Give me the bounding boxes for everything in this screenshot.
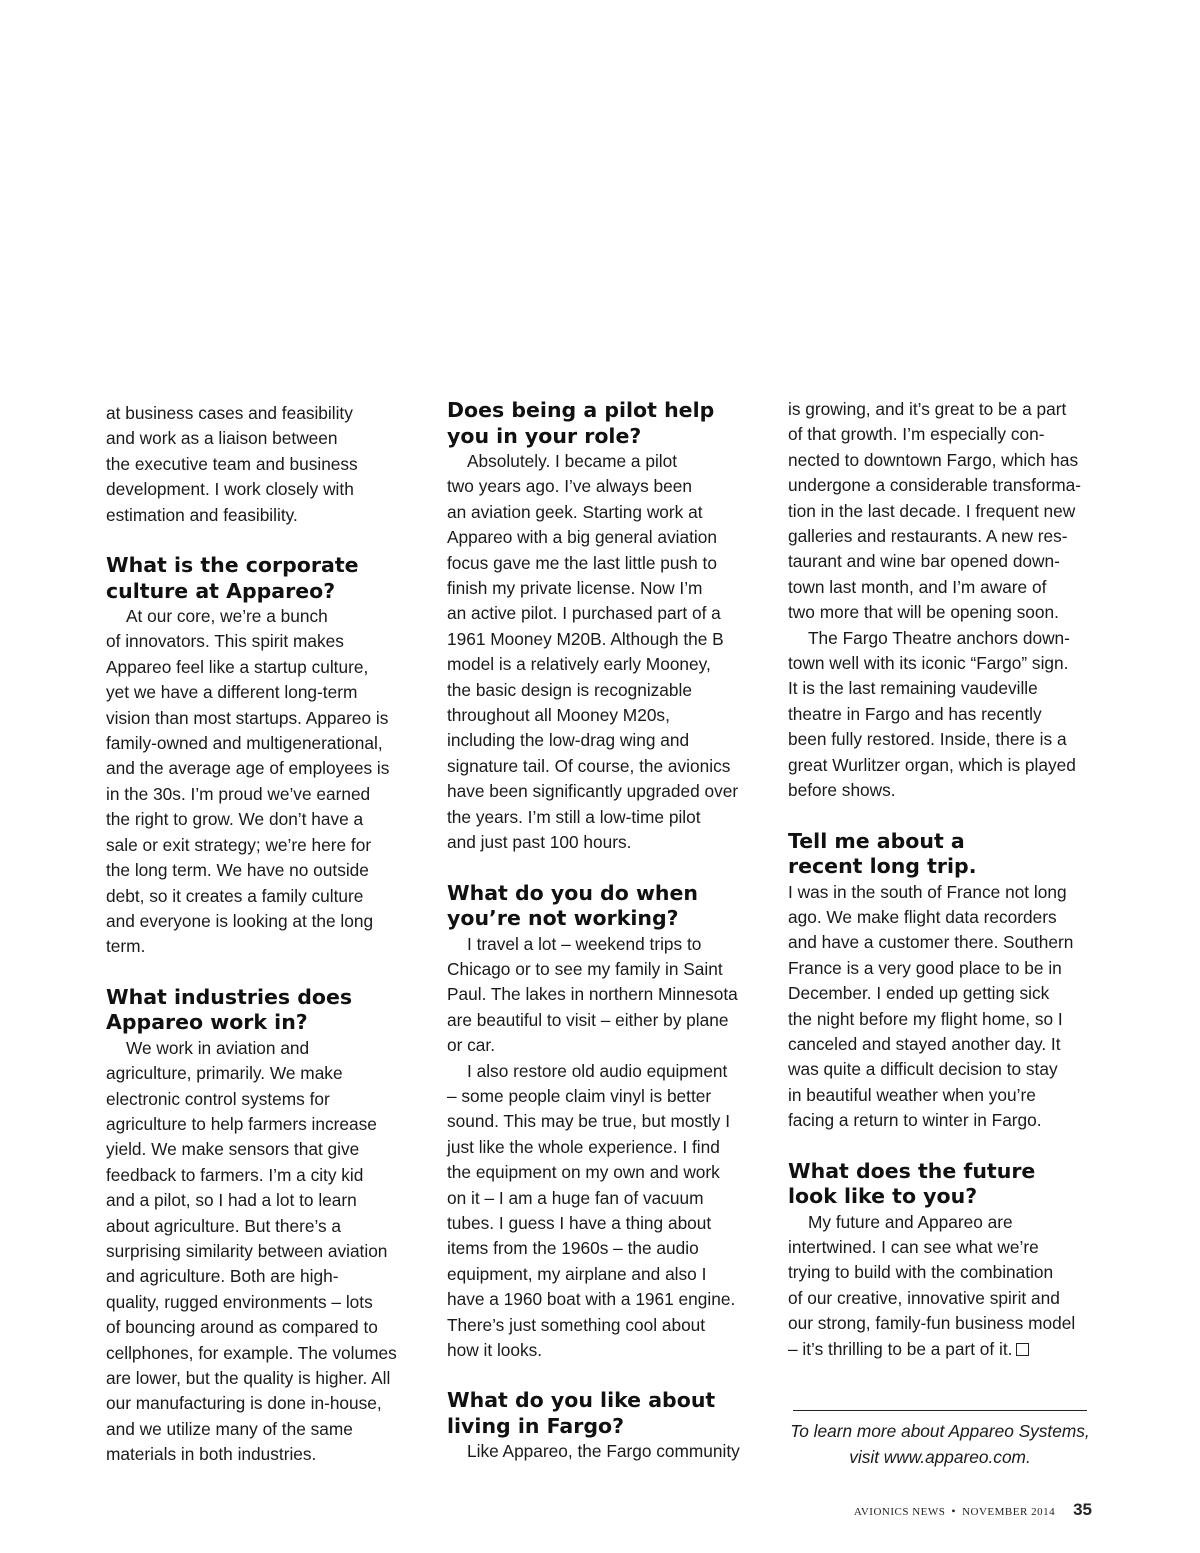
publication-name: AVIONICS NEWS — [853, 1506, 946, 1518]
text-line: Chicago or to see my family in Saint — [447, 958, 723, 979]
text-line: two more that will be opening soon. — [788, 602, 1059, 623]
text-line: tion in the last decade. I frequent new — [788, 500, 1076, 521]
text-line: The Fargo Theatre anchors down- — [808, 627, 1070, 648]
text-line: My future and Appareo are — [808, 1211, 1013, 1232]
text-line: and work as a liaison between — [106, 428, 338, 449]
text-line: the long term. We have no outside — [106, 860, 369, 881]
text-line: 1961 Mooney M20B. Although the B — [447, 628, 724, 649]
text-line: an aviation geek. Starting work at — [447, 501, 703, 522]
text-line: electronic control systems for — [106, 1088, 330, 1109]
text-line: nected to downtown Fargo, which has — [788, 449, 1079, 470]
text-line: on it – I am a huge fan of vacuum — [447, 1187, 704, 1208]
text-line: our strong, family-fun business model — [788, 1313, 1076, 1334]
text-line: culture at Appareo? — [106, 578, 336, 603]
text-line: intertwined. I can see what we’re — [788, 1236, 1039, 1257]
text-line: Appareo with a big general aviation — [447, 527, 717, 548]
text-line: Paul. The lakes in northern Minnesota — [447, 984, 738, 1005]
text-line: are beautiful to visit – either by plane — [447, 1009, 729, 1030]
text-line: yet we have a different long-term — [106, 682, 358, 703]
heading-not-working — [447, 881, 765, 932]
text-line: and just past 100 hours. — [447, 832, 632, 853]
text-line: living in Fargo? — [447, 1413, 625, 1438]
text-line: Appareo feel like a startup culture, — [106, 656, 369, 677]
text-line: I also restore old audio equipment — [467, 1060, 728, 1081]
text-line: taurant and wine bar opened down- — [788, 551, 1060, 572]
text-line: – some people claim vinyl is better — [447, 1085, 712, 1106]
text-line: There’s just something cool about — [447, 1314, 706, 1335]
paragraph-pilot-role — [447, 449, 765, 856]
text-line: yield. We make sensors that give — [106, 1139, 360, 1160]
text-line: vision than most startups. Appareo is — [106, 707, 389, 728]
paragraph-fargo-start — [447, 1439, 765, 1464]
text-line: term. — [106, 936, 146, 957]
text-line: and the average age of employees is — [106, 758, 390, 779]
text-line: finish my private license. Now I’m — [447, 578, 703, 599]
heading-pilot-role — [447, 398, 765, 449]
text-line: have a 1960 boat with a 1961 engine. — [447, 1289, 736, 1310]
text-line: and everyone is looking at the long — [106, 910, 374, 931]
text-line: or car. — [447, 1035, 496, 1056]
divider-rule — [793, 1410, 1087, 1411]
text-line: the years. I’m still a low-time pilot — [447, 806, 701, 827]
text-line: model is a relatively early Mooney, — [447, 654, 711, 675]
text-line: theatre in Fargo and has recently — [788, 703, 1042, 724]
text-line: What do you like about — [447, 1388, 716, 1413]
text-line: Appareo work in? — [106, 1010, 308, 1035]
text-line: facing a return to winter in Fargo. — [788, 1110, 1042, 1131]
text-line: the basic design is recognizable — [447, 679, 692, 700]
text-line: town last month, and I’m aware of — [788, 576, 1047, 597]
paragraph-long-trip — [788, 880, 1106, 1134]
page-number: 35 — [1073, 1500, 1092, 1519]
text-line: and we utilize many of the same — [106, 1418, 353, 1439]
heading-living-fargo — [447, 1388, 765, 1439]
text-line: tubes. I guess I have a thing about — [447, 1212, 712, 1233]
text-line: cellphones, for example. The volumes — [106, 1342, 397, 1363]
column-3 — [788, 397, 1106, 1362]
text-line: I travel a lot – weekend trips to — [467, 933, 702, 954]
text-line: development. I work closely with — [106, 479, 354, 500]
text-line: undergone a considerable transforma- — [788, 475, 1081, 496]
text-line: how it looks. — [447, 1340, 543, 1360]
text-line: and have a customer there. Southern — [788, 932, 1074, 953]
paragraph-audio — [447, 1059, 765, 1364]
text-line: the equipment on my own and work — [447, 1162, 720, 1183]
text-line: What does the future — [788, 1158, 1036, 1183]
text-line: What do you do when — [447, 880, 698, 905]
text-line: of our creative, innovative spirit and — [788, 1287, 1060, 1308]
text-line: are lower, but the quality is higher. All — [106, 1368, 391, 1388]
text-line: trying to build with the combination — [788, 1262, 1054, 1283]
column-2 — [447, 398, 765, 1465]
text-line: you’re not working? — [447, 906, 679, 930]
text-line: items from the 1960s – the audio — [447, 1238, 699, 1259]
text-line: canceled and stayed another day. It — [788, 1033, 1061, 1054]
page-footer — [854, 1500, 1092, 1520]
text-line: agriculture to help farmers increase — [106, 1113, 377, 1134]
text-line: To learn more about Appareo Systems, — [790, 1421, 1090, 1441]
text-line: our manufacturing is done in-house, — [106, 1393, 382, 1414]
heading-corporate-culture — [106, 553, 424, 604]
text-line: Absolutely. I became a pilot — [467, 451, 678, 471]
text-line: France is a very good place to be in — [788, 957, 1062, 978]
text-line: two years ago. I’ve always been — [447, 476, 692, 497]
paragraph-fargo-continued — [788, 397, 1106, 626]
text-line: been fully restored. Inside, there is a — [788, 729, 1067, 750]
text-line: It is the last remaining vaudeville — [788, 678, 1038, 699]
text-line: – it’s thrilling to be a part of it. — [788, 1337, 1106, 1362]
text-line: was quite a difficult decision to stay — [788, 1059, 1058, 1080]
text-line: At our core, we’re a bunch — [126, 606, 328, 627]
text-line: focus gave me the last little push to — [447, 552, 717, 573]
heading-industries — [106, 985, 424, 1036]
text-line: agriculture, primarily. We make — [106, 1063, 343, 1084]
text-line: before shows. — [788, 780, 896, 801]
text-line: What industries does — [106, 984, 353, 1009]
text-line: materials in both industries. — [106, 1444, 317, 1465]
text-line: an active pilot. I purchased part of a — [447, 603, 721, 624]
heading-long-trip — [788, 829, 1106, 880]
issue-date: NOVEMBER 2014 — [962, 1506, 1056, 1518]
text-line: in the 30s. I’m proud we’ve earned — [106, 783, 371, 804]
column-1 — [106, 401, 424, 1468]
text-line: December. I ended up getting sick — [788, 983, 1050, 1004]
text-line: estimation and feasibility. — [106, 504, 298, 525]
text-line: in beautiful weather when you’re — [788, 1084, 1036, 1105]
footer-bullet: • — [951, 1504, 957, 1518]
text-line: of that growth. I’m especially con- — [788, 424, 1045, 445]
text-line: visit www.appareo.com. — [849, 1446, 1031, 1467]
paragraph-fargo-theatre — [788, 626, 1106, 804]
text-line: Tell me about a — [788, 828, 965, 853]
text-line: the executive team and business — [106, 453, 358, 474]
text-line: the night before my flight home, so I — [788, 1008, 1063, 1029]
text-line: galleries and restaurants. A new res- — [788, 526, 1068, 547]
paragraph-intro — [106, 401, 424, 528]
text-line: ago. We make flight data recorders — [788, 906, 1057, 927]
end-mark-icon — [1016, 1343, 1029, 1356]
text-line: just like the whole experience. I find — [447, 1136, 720, 1157]
text-line: and a pilot, so I had a lot to learn — [106, 1190, 357, 1211]
text-line: of bouncing around as compared to — [106, 1317, 378, 1338]
more-info-note — [780, 1419, 1100, 1470]
text-line: We work in aviation and — [126, 1037, 310, 1058]
text-line: including the low-drag wing and — [447, 730, 690, 751]
text-line: about agriculture. But there’s a — [106, 1215, 342, 1236]
text-line: have been significantly upgraded over — [447, 781, 739, 802]
text-line: of innovators. This spirit makes — [106, 631, 344, 652]
text-line: quality, rugged environments – lots — [106, 1291, 373, 1312]
text-line: great Wurlitzer organ, which is played — [788, 754, 1076, 775]
text-line: and agriculture. Both are high- — [106, 1266, 339, 1287]
text-line: I was in the south of France not long — [788, 881, 1067, 902]
text-line: debt, so it creates a family culture — [106, 885, 364, 906]
text-line: family-owned and multigenerational, — [106, 733, 383, 754]
text-line: town well with its iconic “Fargo” sign. — [788, 653, 1069, 674]
paragraph-future — [788, 1210, 1106, 1362]
text-line: What is the corporate — [106, 553, 359, 578]
text-line: sale or exit strategy; we’re here for — [106, 834, 372, 855]
text-line: recent long trip. — [788, 854, 977, 878]
text-line: is growing, and it’s great to be a part — [788, 399, 1067, 419]
paragraph-industries — [106, 1036, 424, 1468]
text-line: look like to you? — [788, 1184, 978, 1209]
text-line: at business cases and feasibility — [106, 403, 353, 423]
text-line: the right to grow. We don’t have a — [106, 809, 364, 830]
text-line: you in your role? — [447, 423, 642, 448]
text-line: sound. This may be true, but mostly I — [447, 1111, 731, 1132]
text-line: Does being a pilot help — [447, 398, 715, 422]
text-line: signature tail. Of course, the avionics — [447, 755, 731, 776]
heading-future — [788, 1159, 1106, 1210]
text-line: feedback to farmers. I’m a city kid — [106, 1164, 364, 1185]
text-line: throughout all Mooney M20s, — [447, 705, 670, 726]
text-line: surprising similarity between aviation — [106, 1240, 388, 1261]
text-line: Like Appareo, the Fargo community — [467, 1441, 740, 1462]
text-line: equipment, my airplane and also I — [447, 1263, 707, 1284]
paragraph-travel — [447, 932, 765, 1059]
paragraph-corporate-culture — [106, 604, 424, 960]
